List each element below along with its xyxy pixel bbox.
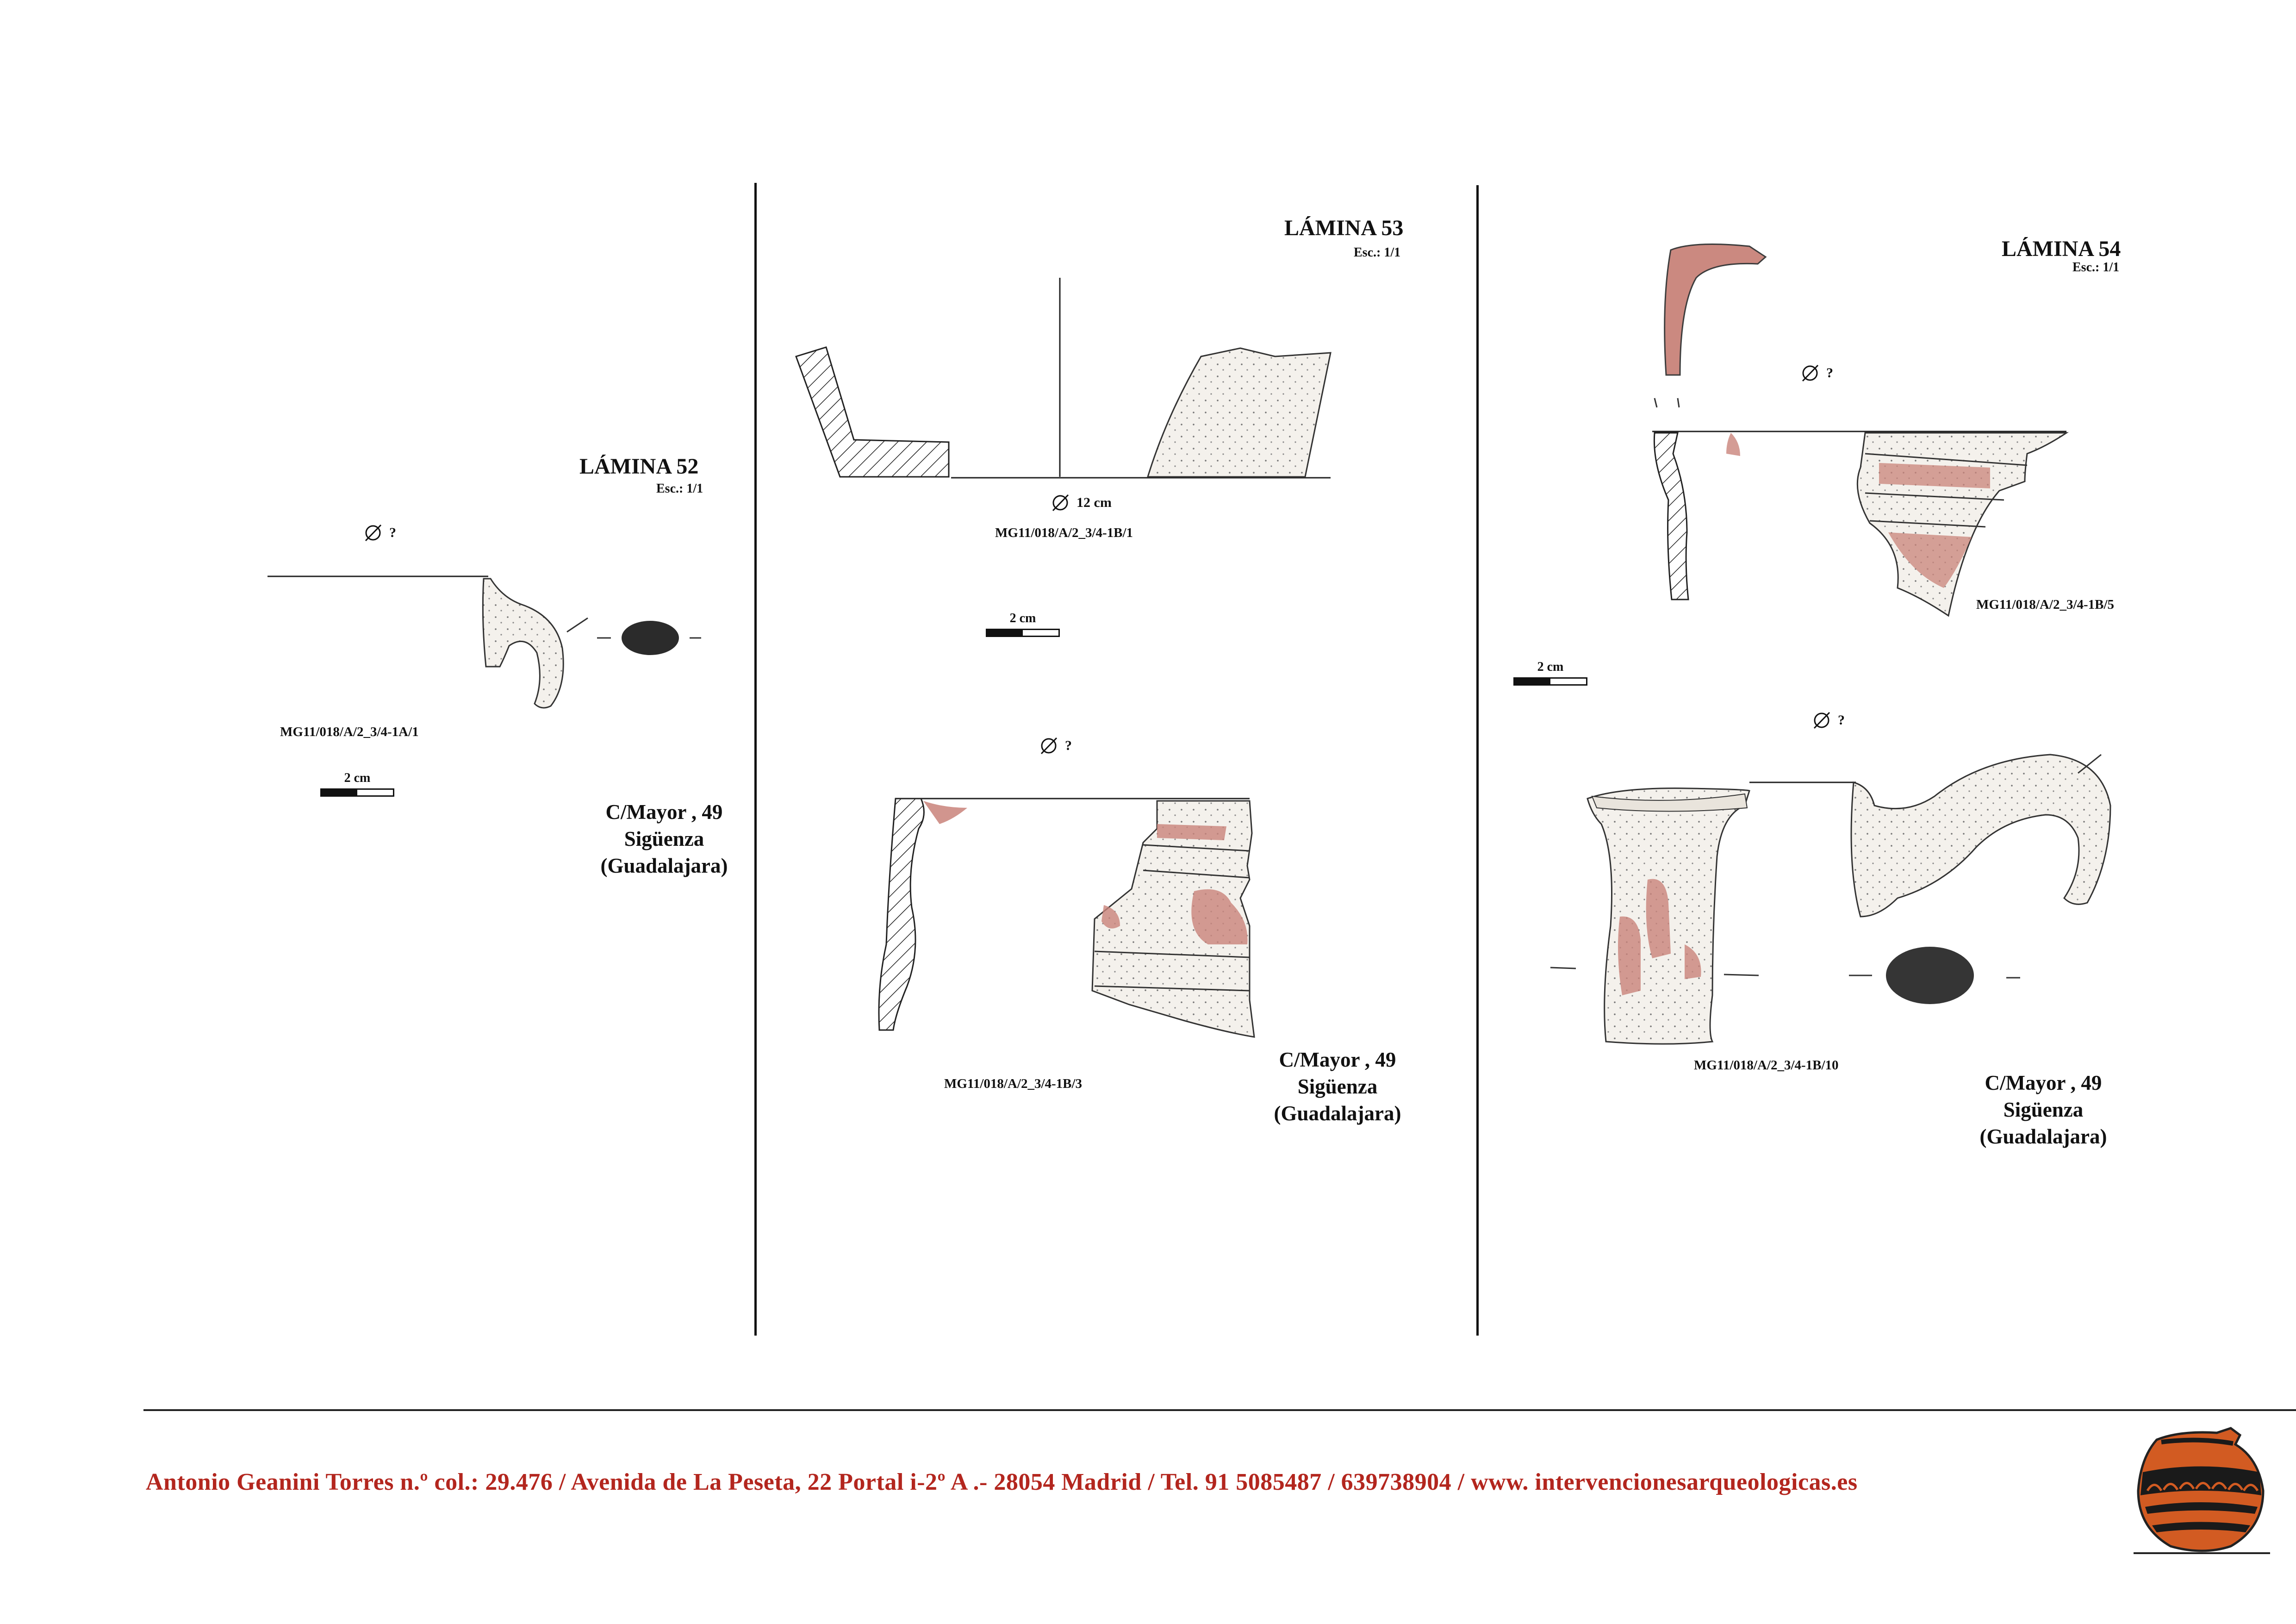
plate-53-code-1: MG11/018/A/2_3/4-1B/1	[995, 525, 1133, 540]
plate-54-scalebar-label: 2 cm	[1537, 660, 1564, 674]
plate-53-diameter-2-value: ?	[1065, 738, 1072, 753]
location-town: Sigüenza	[2003, 1098, 2084, 1121]
location-province: (Guadalajara)	[1979, 1125, 2107, 1148]
plate-54-scalebar-bar	[1513, 677, 1587, 686]
location-town: Sigüenza	[1297, 1075, 1378, 1098]
plate-52-scalebar	[320, 771, 394, 797]
plate-54-scalebar	[1513, 660, 1587, 686]
diameter-symbol-icon	[1039, 736, 1058, 756]
plate-54-code-1: MG11/018/A/2_3/4-1B/5	[1976, 597, 2115, 612]
diameter-symbol-icon	[363, 523, 383, 543]
plate-53-scalebar	[986, 611, 1060, 637]
plate-54-scale: Esc.: 1/1	[2072, 260, 2120, 275]
pottery-vessel-logo-icon	[2124, 1421, 2277, 1560]
plate-53-code-2: MG11/018/A/2_3/4-1B/3	[944, 1076, 1083, 1091]
plate-53-diameter-1-value: 12 cm	[1076, 495, 1112, 510]
diameter-symbol-icon	[1800, 363, 1820, 383]
plate-52-location	[572, 799, 757, 879]
lamina-53-rim-drawing	[879, 799, 1254, 1037]
location-town: Sigüenza	[624, 827, 704, 850]
plate-53-diameter-2	[1039, 736, 1072, 756]
plate-54-code-2: MG11/018/A/2_3/4-1B/10	[1694, 1058, 1839, 1073]
location-street: C/Mayor , 49	[1985, 1071, 2102, 1094]
plate-53-diameter-1	[1051, 493, 1112, 512]
plate-52-scalebar-label: 2 cm	[344, 771, 371, 785]
plate-53-scalebar-bar	[986, 629, 1060, 637]
lamina-54-rim-drawing	[1652, 244, 2066, 616]
plate-54-title: LÁMINA 54	[2002, 237, 2121, 261]
plate-52-code-1: MG11/018/A/2_3/4-1A/1	[280, 725, 419, 739]
plate-52-scalebar-bar	[320, 788, 394, 797]
plate-54-location	[1951, 1069, 2136, 1150]
plate-53-scale: Esc.: 1/1	[1354, 245, 1401, 260]
plate-52-diameter-value: ?	[389, 525, 396, 540]
location-province: (Guadalajara)	[1274, 1102, 1401, 1125]
plate-52-scale: Esc.: 1/1	[656, 481, 703, 496]
plate-54-diameter-2-value: ?	[1838, 712, 1845, 728]
location-street: C/Mayor , 49	[1279, 1048, 1396, 1071]
plate-52-title: LÁMINA 52	[579, 454, 699, 479]
lamina-53-base-drawing	[796, 278, 1331, 478]
footer-divider	[143, 1409, 2296, 1411]
plate-54-diameter-2	[1812, 711, 1845, 730]
plate-53-scalebar-label: 2 cm	[1009, 611, 1036, 625]
location-street: C/Mayor , 49	[605, 800, 723, 824]
lamina-52-handle-drawing	[268, 576, 701, 708]
plate-52-diameter	[363, 523, 396, 543]
diameter-symbol-icon	[1051, 493, 1070, 512]
footer-contact-line: Antonio Geanini Torres n.º col.: 29.476 / Avenida de La Peseta, 22 Portal i-2º A .- 28054 Madrid / Tel. 91 5085487 / 639738904 / www. intervencionesarqueologicas.es	[146, 1469, 1858, 1495]
location-province: (Guadalajara)	[600, 854, 728, 877]
plate-53-title: LÁMINA 53	[1284, 216, 1404, 240]
plate-54-diameter-1	[1800, 363, 1833, 383]
plate-54-diameter-1-value: ?	[1826, 365, 1833, 381]
lamina-54-handle-drawing	[1550, 755, 2110, 1044]
plate-53-location	[1245, 1046, 1430, 1127]
diameter-symbol-icon	[1812, 711, 1831, 730]
